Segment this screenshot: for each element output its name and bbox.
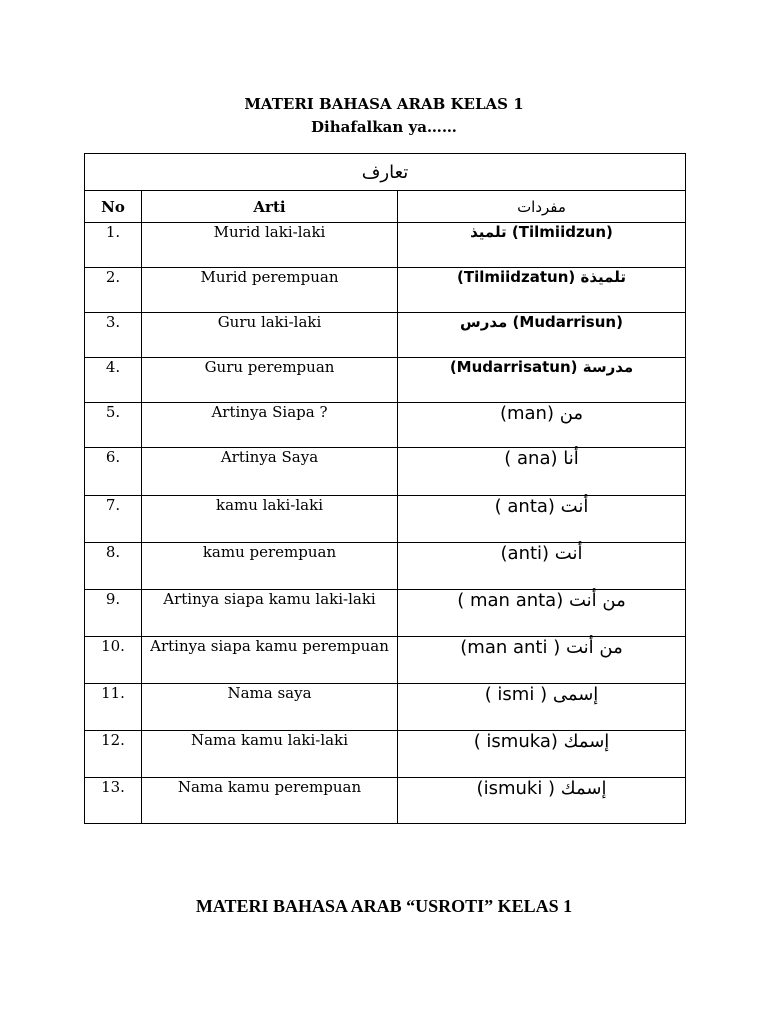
column-header-mufradat: مفردات [398, 191, 686, 223]
row-vocabulary: (Tilmiidzatun) تلميذة [398, 268, 686, 313]
table-row [85, 731, 686, 778]
row-meaning: Artinya Saya [142, 448, 398, 496]
row-meaning: kamu laki-laki [142, 496, 398, 543]
row-vocabulary: ( ismi ) إسمى [398, 684, 686, 731]
row-number: 5. [85, 403, 142, 448]
row-vocabulary: (man anti ) من أنت [398, 637, 686, 684]
row-vocabulary: (ismuki ) إسمك [398, 778, 686, 824]
row-vocabulary: (man) من [398, 403, 686, 448]
row-meaning: Nama saya [142, 684, 398, 731]
row-vocabulary: ( ana) أنا [398, 448, 686, 496]
row-meaning: Murid perempuan [142, 268, 398, 313]
table-row [85, 590, 686, 637]
row-number: 10. [85, 637, 142, 684]
row-number: 1. [85, 223, 142, 268]
row-meaning: Guru perempuan [142, 358, 398, 403]
table-row [85, 496, 686, 543]
row-number: 3. [85, 313, 142, 358]
column-header-arti: Arti [142, 191, 398, 223]
row-meaning: Artinya siapa kamu perempuan [142, 637, 398, 684]
table-row [85, 684, 686, 731]
row-meaning: Nama kamu laki-laki [142, 731, 398, 778]
table-caption: تعارف [85, 154, 686, 191]
row-vocabulary: (anti) أنت [398, 543, 686, 590]
row-vocabulary: ( man anta) من أنت [398, 590, 686, 637]
row-number: 11. [85, 684, 142, 731]
row-meaning: Guru laki-laki [142, 313, 398, 358]
column-header-no: No [85, 191, 142, 223]
row-number: 12. [85, 731, 142, 778]
row-number: 8. [85, 543, 142, 590]
row-meaning: Artinya Siapa ? [142, 403, 398, 448]
row-meaning: Murid laki-laki [142, 223, 398, 268]
table-row [85, 313, 686, 358]
table-row [85, 268, 686, 313]
row-vocabulary: ( ismuka) إسمك [398, 731, 686, 778]
section-title: MATERI BAHASA ARAB “USROTI” KELAS 1 [195, 896, 573, 916]
row-number: 4. [85, 358, 142, 403]
row-vocabulary: ( anta) أنت [398, 496, 686, 543]
row-number: 13. [85, 778, 142, 824]
row-vocabulary: تلميذ (Tilmiidzun) [398, 223, 686, 268]
row-number: 7. [85, 496, 142, 543]
row-meaning: Artinya siapa kamu laki-laki [142, 590, 398, 637]
table-row [85, 223, 686, 268]
row-number: 9. [85, 590, 142, 637]
row-vocabulary: (Mudarrisatun) مدرسة [398, 358, 686, 403]
table-header-row [85, 191, 686, 223]
table-row [85, 403, 686, 448]
table-caption-row [85, 154, 686, 191]
table-row [85, 448, 686, 496]
vocabulary-table [84, 153, 686, 824]
page-subtitle: Dihafalkan ya…… [311, 118, 457, 136]
row-meaning: Nama kamu perempuan [142, 778, 398, 824]
table-row [85, 358, 686, 403]
table-row [85, 543, 686, 590]
row-number: 2. [85, 268, 142, 313]
row-vocabulary: مدرس (Mudarrisun) [398, 313, 686, 358]
table-row [85, 778, 686, 824]
row-meaning: kamu perempuan [142, 543, 398, 590]
table-row [85, 637, 686, 684]
page-title: MATERI BAHASA ARAB KELAS 1 [244, 95, 524, 113]
row-number: 6. [85, 448, 142, 496]
